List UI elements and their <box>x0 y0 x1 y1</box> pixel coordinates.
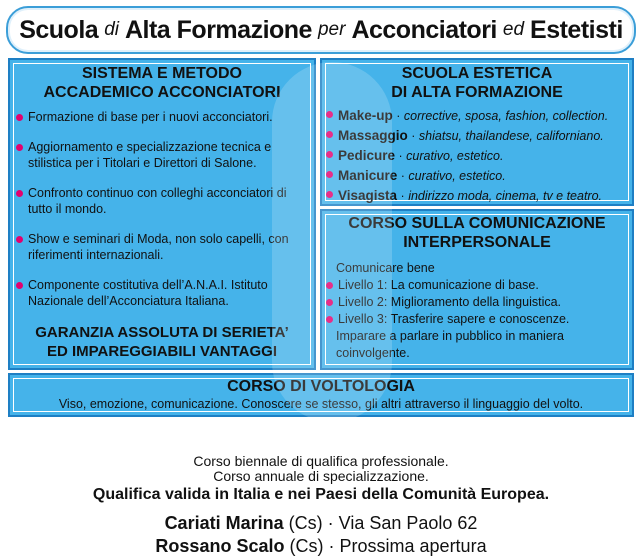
separator-dot: · <box>411 129 416 143</box>
service-label: Manicure <box>338 168 398 183</box>
acconciatori-heading-line2: ACCADEMICO ACCONCIATORI <box>43 84 281 101</box>
title-word-per: per <box>317 19 346 40</box>
location-province: (Cs) <box>288 513 323 533</box>
service-detail: curativo, estetico. <box>408 169 506 183</box>
list-item: Livello 3: Trasferire sapere e conoscenze. <box>322 311 628 328</box>
comunicazione-outro: Imparare a parlare in pubblico in maniera coinvolgente. <box>336 329 564 360</box>
separator-dot: · <box>400 189 405 203</box>
service-detail: corrective, sposa, fashion, collection. <box>403 109 609 123</box>
list-item: Livello 2: Miglioramento della linguistica. <box>322 294 628 311</box>
estetica-heading-line2: DI ALTA FORMAZIONE <box>391 84 563 101</box>
location-rossano <box>0 535 642 557</box>
location-city: Rossano Scalo <box>155 536 285 556</box>
location-city: Cariati Marina <box>164 513 284 533</box>
separator-dot: · <box>398 149 403 163</box>
service-detail: shiatsu, thailandese, californiano. <box>418 129 604 143</box>
list-item: Aggiornamento e specializzazione tecnica e stilistica per i Titolari e Direttori di Salone. <box>12 139 308 171</box>
title-word-acconciatori: Acconciatori <box>351 15 497 44</box>
comunicazione-heading-line1: CORSO SULLA COMUNICAZIONE <box>348 215 606 232</box>
school-title-banner <box>6 6 636 54</box>
voltologia-heading: CORSO DI VOLTOLOGIA <box>227 378 415 395</box>
list-item: Componente costitutiva dell’A.N.A.I. Istituto Nazionale dell’Acconciatura Italiana. <box>12 277 308 309</box>
title-word-ed: ed <box>502 19 525 40</box>
course-line-biennale: Corso biennale di qualifica professionale. <box>193 453 449 469</box>
separator-dot: · <box>396 109 401 123</box>
title-word-estetisti: Estetisti <box>530 15 623 44</box>
list-item: Livello 1: La comunicazione di base. <box>322 277 628 294</box>
service-label: Make-up <box>338 108 393 123</box>
garanzia-line1: GARANZIA ASSOLUTA DI SERIETA’ <box>35 324 289 341</box>
title-word-di: di <box>104 19 119 40</box>
acconciatori-heading <box>10 64 314 102</box>
garanzia-line2: ED IMPAREGGIABILI VANTAGGI <box>46 343 277 360</box>
comunicazione-heading-line2: INTERPERSONALE <box>403 234 551 251</box>
list-item: Confronto continuo con colleghi acconciatori di tutto il mondo. <box>12 185 308 217</box>
service-label: Pedicure <box>338 148 396 163</box>
comunicazione-intro: Comunicare bene <box>336 261 435 275</box>
separator-dot: · <box>400 169 405 183</box>
location-detail: Prossima apertura <box>339 536 487 556</box>
service-detail: curativo, estetico. <box>406 149 504 163</box>
voltologia-text: Viso, emozione, comunicazione. Conoscere se stesso, gli altri attraverso il linguaggio del volto. <box>58 397 584 411</box>
location-cariati <box>0 512 642 534</box>
qualifica-line: Qualifica valida in Italia e nei Paesi della Comunità Europea. <box>92 486 550 503</box>
service-label: Massaggio <box>338 128 408 143</box>
garanzia-footer <box>10 323 314 361</box>
separator-dot: · <box>328 536 335 556</box>
service-detail: indirizzo moda, cinema, tv e teatro. <box>408 189 603 203</box>
title-word-scuola: Scuola <box>19 15 99 44</box>
service-label: Visagista <box>338 188 398 203</box>
acconciatori-heading-line1: SISTEMA E METODO <box>81 65 242 82</box>
location-province: (Cs) <box>289 536 324 556</box>
location-detail: Via San Paolo 62 <box>338 513 478 533</box>
course-line-annuale: Corso annuale di specializzazione. <box>213 468 429 484</box>
acconciatori-list <box>12 109 308 309</box>
background-watermark <box>272 62 392 422</box>
separator-dot: · <box>327 513 334 533</box>
list-item: Show e seminari di Moda, non solo capelli, con riferimenti internazionali. <box>12 231 308 263</box>
list-item: Formazione di base per i nuovi acconciatori. <box>12 109 308 125</box>
title-word-alta-formazione: Alta Formazione <box>124 15 312 44</box>
acconciatori-panel <box>8 58 316 370</box>
estetica-heading-line1: SCUOLA ESTETICA <box>401 65 553 82</box>
